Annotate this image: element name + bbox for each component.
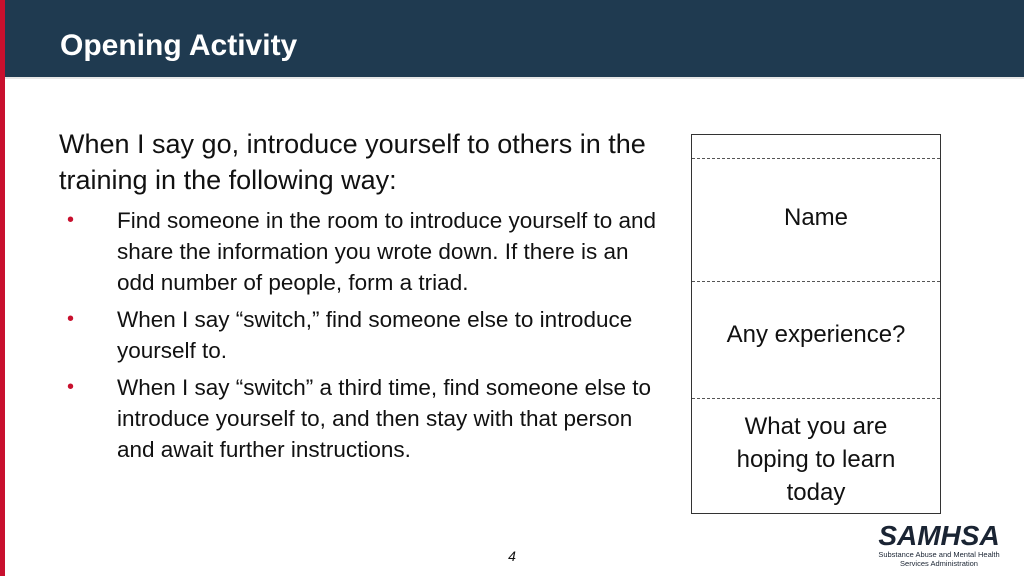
list-item (59, 205, 659, 298)
page-number: 4 (508, 548, 516, 564)
bullet-text: When I say “switch” a third time, find someone else to introduce yourself to, and then stay with that person and await further instructions. (117, 375, 651, 462)
logo-subtitle: Substance Abuse and Mental Health Services Administration (878, 550, 1000, 568)
name-card (691, 134, 941, 514)
left-accent-bar (0, 0, 5, 576)
bullet-text: When I say “switch,” find someone else to introduce yourself to. (117, 307, 633, 363)
bullet-icon: • (67, 308, 75, 330)
logo-wordmark: SAMHSA (878, 520, 1000, 551)
bullet-icon: • (67, 376, 75, 398)
header-divider (5, 77, 1024, 79)
card-label-experience: Any experience? (726, 321, 906, 348)
bullet-icon: • (67, 209, 75, 231)
instruction-list (59, 205, 659, 471)
card-label-hoping: What you are hoping to learn today (736, 413, 896, 506)
bullet-text: Find someone in the room to introduce yourself to and share the information you wrote down. If there is an odd number of people, form a triad. (117, 208, 657, 295)
list-item (59, 304, 659, 366)
list-item (59, 372, 659, 465)
slide-header (5, 0, 1024, 77)
card-dashed-line (692, 281, 940, 282)
slide-title: Opening Activity (60, 29, 298, 62)
card-label-name: Name (783, 204, 849, 231)
intro-text: When I say go, introduce yourself to others in the training in the following way: (59, 129, 646, 195)
card-dashed-line (692, 158, 940, 159)
samhsa-logo (878, 522, 1000, 568)
card-dashed-line (692, 398, 940, 399)
